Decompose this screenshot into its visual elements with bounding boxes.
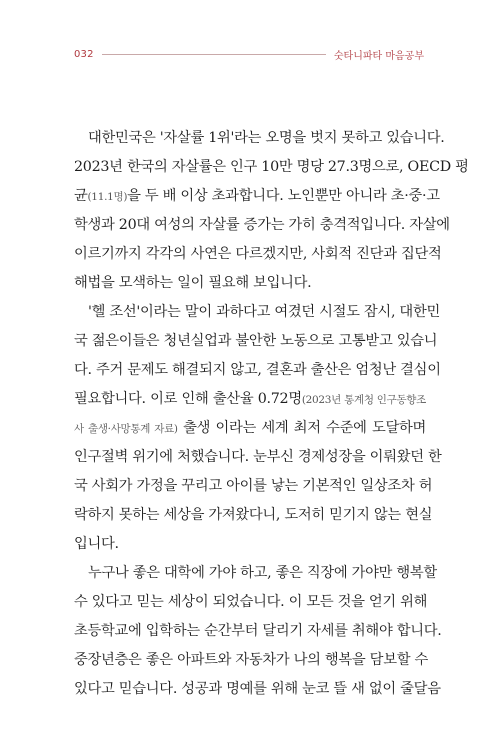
text-line [74,327,438,356]
text-line [74,298,440,327]
citation-text: (2023년 통계청 인구동향조 [301,394,426,406]
text-line [74,385,426,414]
text-line [74,472,433,501]
line-text: 대한민국은 '자살률 1위'라는 오명을 벗지 못하고 있습니다. [88,130,445,146]
line-text: '헬 조선'이라는 말이 과하다고 여겼던 시절도 잠시, 대한민 [88,304,440,320]
text-line [74,530,426,559]
line-text: 인구절벽 위기에 처했습니다. 눈부신 경제성장을 이뤄왔던 한 [74,449,442,465]
line-text: 을 두 배 이상 초과합니다. 노인뿐만 아니라 초·중·고 [127,188,440,204]
page-number: 032 [74,48,94,60]
header-rule [102,54,326,55]
text-line [74,182,440,211]
line-text: 누구나 좋은 대학에 가야 하고, 좋은 직장에 가야만 행복할 [88,565,437,581]
text-line [74,646,426,675]
body-text [74,124,469,704]
text-line [74,153,469,182]
line-text: 수 있다고 믿는 세상이 되었습니다. 이 모든 것을 얻기 위해 [74,594,428,610]
text-line [74,356,441,385]
line-text: 국 사회가 가정을 꾸리고 아이를 낳는 기본적인 일상조차 허 [74,478,433,494]
line-text: 2023년 한국의 자살률은 인구 10만 명당 27.3명으로, OECD 평 [74,159,469,175]
citation-text: (11.1명) [87,191,128,203]
book-title: 숫타니파타 마음공부 [333,50,424,62]
line-text: 균 [74,188,88,204]
line-text: 있다고 믿습니다. 성공과 명예를 위해 눈코 뜰 새 없이 줄달음 [74,681,441,697]
line-text: 락하지 못하는 세상을 가져왔다니, 도저히 믿기지 않는 현실 [74,507,433,523]
text-line [74,617,442,646]
text-line [74,675,441,704]
line-text: 초등학교에 입학하는 순간부터 달리기 자세를 취해야 합니다. [74,623,442,639]
text-line [74,240,442,269]
line-text: 입니다. [74,536,119,552]
line-text: 이르기까지 각각의 사연은 다르겠지만, 사회적 진단과 집단적 [74,246,442,262]
line-text: 필요합니다. 이로 인해 출산율 0.72명 [74,391,302,407]
citation-text: 사 출생·사망통계 자료) [74,423,178,435]
line-text: 다. 주거 문제도 해결되지 않고, 결혼과 출산은 엄청난 결심이 [74,362,441,378]
line-text: 출생 이라는 세계 최저 수준에 도달하며 [177,420,427,436]
line-text: 중장년층은 좋은 아파트와 자동차가 나의 행복을 담보할 수 [74,652,428,668]
text-line [74,124,445,153]
running-header [74,46,424,62]
line-text: 학생과 20대 여성의 자살률 증가는 가히 충격적입니다. 자살에 [74,217,450,233]
text-line [74,443,442,472]
text-line [74,269,426,298]
text-line [74,501,433,530]
text-line [74,414,426,443]
text-line [74,588,426,617]
text-line [74,211,450,240]
text-line [74,559,437,588]
line-text: 해법을 모색하는 일이 필요해 보입니다. [74,275,312,291]
line-text: 국 젊은이들은 청년실업과 불안한 노동으로 고통받고 있습니 [74,333,438,349]
